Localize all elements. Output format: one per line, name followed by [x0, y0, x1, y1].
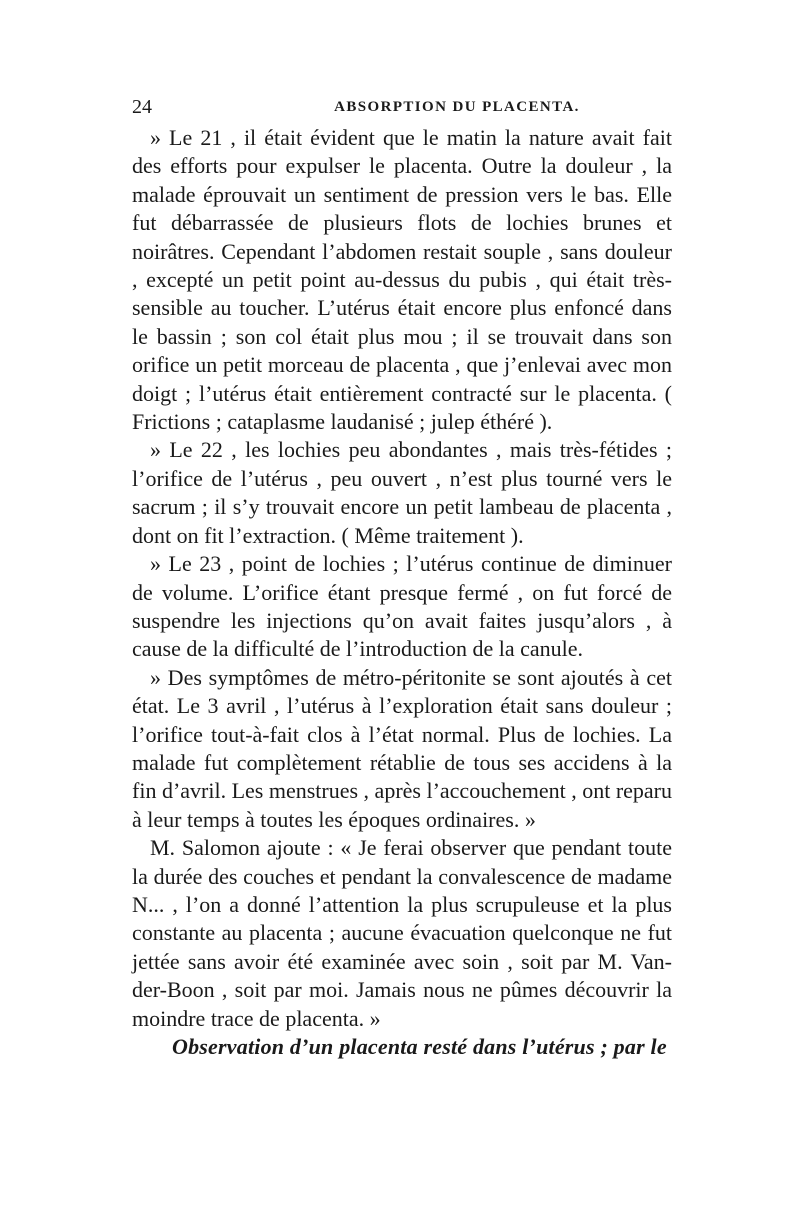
paragraph-salomon: M. Salomon ajoute : « Je ferai observer que pendant toute la durée des couches et pendant la convalescence de madame N... , l’on a donné l’attention la plus scrupuleuse et la plus constante au placenta ; aucune évacuation quelconque ne fut jettée sans avoir été examinée avec soin , soit par M. Van-der-Boon , soit par moi. Jamais nous ne pûmes découvrir la moindre trace de placenta. » — [132, 835, 672, 1031]
paragraph-le-22: » Le 22 , les lochies peu abondantes , mais très-fétides ; l’orifice de l’utérus , peu ouvert , n’est plus tourné vers le sacrum ; il s’y trouvait encore un petit lambeau de placenta , dont on fit l’extraction. ( Même traitement ). — [132, 437, 672, 548]
paragraph-le-23: » Le 23 , point de lochies ; l’utérus continue de diminuer de volume. L’orifice étant presque fermé , on fut forcé de suspendre les injections qu’on avait faites jusqu’alors , à cause de la difficulté de l’introduction de la canule. — [132, 551, 672, 662]
body-text — [132, 124, 672, 1061]
page-number: 24 — [132, 96, 152, 118]
running-head — [132, 92, 672, 122]
paragraph-metro-peritonite: » Des symptômes de métro-péritonite se sont ajoutés à cet état. Le 3 avril , l’utérus à l’exploration était sans douleur ; l’orifice tout-à-fait clos à l’état normal. Plus de lochies. La malade fut complètement rétablie de tous ses accidens à la fin d’avril. Les menstrues , après l’accouchement , ont reparu à leur temps à toutes les époques ordinaires. » — [132, 664, 673, 832]
running-title: ABSORPTION DU PLACENTA. — [334, 99, 580, 115]
observation-heading: Observation d’un placenta resté dans l’utérus ; par le — [172, 1034, 667, 1059]
paragraph-le-21: » Le 21 , il était évident que le matin la nature avait fait des efforts pour expulser le placenta. Outre la douleur , la malade éprouvait un sentiment de pression vers le bas. Elle fut débarrassée de plusieurs flots de lochies brunes et noirâtres. Cependant l’abdomen restait souple , sans douleur , excepté un petit point au-dessus du pubis , qui était très-sensible au toucher. L’utérus était encore plus enfoncé dans le bassin ; son col était plus mou ; il se trouvait dans son orifice un petit morceau de placenta , que j’enlevai avec mon doigt ; l’utérus était entièrement contracté sur le placenta. ( Frictions ; cataplasme laudanisé ; julep éthéré ). — [132, 125, 672, 435]
book-page — [132, 92, 672, 1061]
